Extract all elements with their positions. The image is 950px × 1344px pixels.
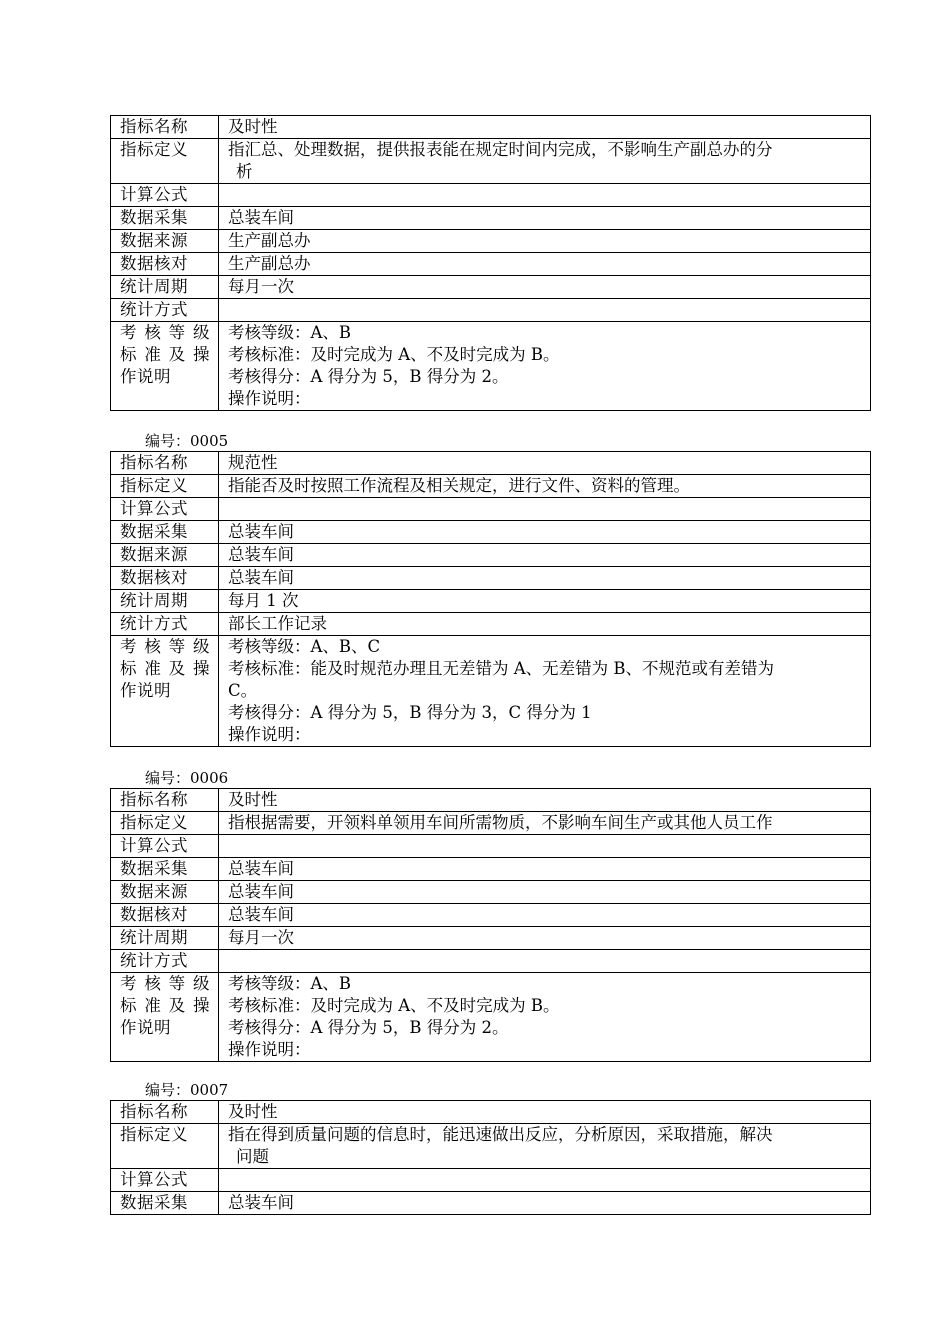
- value-line: 考核等级：A、B、C: [228, 637, 381, 656]
- table-row: [111, 950, 871, 973]
- label-line: 考核等级: [120, 637, 210, 656]
- row-value: [219, 253, 871, 276]
- table-row: [111, 613, 871, 636]
- table-row: [111, 835, 871, 858]
- table-row: [111, 116, 871, 139]
- value-line: 总装车间: [228, 568, 294, 587]
- value-line: 总装车间: [228, 905, 294, 924]
- table-row-assessment: [111, 973, 871, 1062]
- value-line: 指汇总、处理数据，提供报表能在规定时间内完成，不影响生产副总办的分: [228, 140, 773, 159]
- row-label: 数据采集: [111, 207, 219, 230]
- table-row: [111, 904, 871, 927]
- row-value: [219, 184, 871, 207]
- table-row: [111, 881, 871, 904]
- row-label: 指标名称: [111, 452, 219, 475]
- value-line: 总装车间: [228, 882, 294, 901]
- value-line: 操作说明：: [228, 389, 311, 408]
- table-row: [111, 276, 871, 299]
- value-line: 考核等级：A、B: [228, 323, 352, 342]
- value-line: 及时性: [228, 790, 278, 809]
- row-label: 计算公式: [111, 1169, 219, 1192]
- row-label: 计算公式: [111, 498, 219, 521]
- table-row: [111, 812, 871, 835]
- value-line: 考核得分：A 得分为 5，B 得分为 2。: [228, 1018, 509, 1037]
- indicator-code: 编号：0006: [145, 769, 229, 787]
- value-line: C。: [228, 681, 258, 700]
- value-line: 考核等级：A、B: [228, 974, 352, 993]
- row-value: [219, 544, 871, 567]
- row-value: [219, 207, 871, 230]
- value-line: 考核标准：及时完成为 A、不及时完成为 B。: [228, 996, 560, 1015]
- value-line: 考核标准：及时完成为 A、不及时完成为 B。: [228, 345, 560, 364]
- row-label: 数据来源: [111, 881, 219, 904]
- assessment-value: [219, 973, 871, 1062]
- value-line: 总装车间: [228, 1193, 294, 1212]
- indicator-code: 编号：0007: [145, 1081, 229, 1099]
- table-row: [111, 498, 871, 521]
- row-value: [219, 139, 871, 184]
- row-label: 指标定义: [111, 1124, 219, 1169]
- label-line: 作说明: [120, 1018, 171, 1037]
- value-line: 考核标准：能及时规范办理且无差错为 A、无差错为 B、不规范或有差错为: [228, 659, 775, 678]
- row-value: [219, 452, 871, 475]
- value-line: 每月 1 次: [228, 591, 299, 610]
- table-row: [111, 139, 871, 184]
- row-label: 指标定义: [111, 812, 219, 835]
- row-value: [219, 1124, 871, 1169]
- row-value: [219, 858, 871, 881]
- value-line: 考核得分：A 得分为 5，B 得分为 3，C 得分为 1: [228, 703, 592, 722]
- table-row: [111, 590, 871, 613]
- table-row: [111, 452, 871, 475]
- table-row: [111, 567, 871, 590]
- value-line: [228, 498, 864, 520]
- row-value: [219, 276, 871, 299]
- indicator-table-block-4: [110, 1100, 871, 1215]
- table-row: [111, 299, 871, 322]
- row-value: [219, 904, 871, 927]
- value-line: 指根据需要，开领料单领用车间所需物质，不影响车间生产或其他人员工作: [228, 813, 773, 832]
- table-row: [111, 475, 871, 498]
- row-value: [219, 299, 871, 322]
- row-label: 统计周期: [111, 276, 219, 299]
- table-row: [111, 230, 871, 253]
- value-line: 部长工作记录: [228, 614, 327, 633]
- row-value: [219, 521, 871, 544]
- value-line: 指在得到质量问题的信息时，能迅速做出反应，分析原因，采取措施，解决: [228, 1125, 773, 1144]
- value-line: 问题: [236, 1147, 269, 1166]
- indicator-table: [110, 1100, 871, 1215]
- table-row: [111, 858, 871, 881]
- row-label: 统计方式: [111, 299, 219, 322]
- value-line: [228, 184, 864, 206]
- value-line: [228, 835, 864, 857]
- assessment-label: [111, 322, 219, 411]
- value-line: 生产副总办: [228, 254, 311, 273]
- value-line: 考核得分：A 得分为 5，B 得分为 2。: [228, 367, 509, 386]
- row-label: 数据核对: [111, 253, 219, 276]
- table-row: [111, 927, 871, 950]
- row-value: [219, 613, 871, 636]
- row-label: 指标名称: [111, 1101, 219, 1124]
- indicator-table: [110, 115, 871, 411]
- row-value: [219, 1169, 871, 1192]
- row-value: [219, 812, 871, 835]
- value-line: 每月一次: [228, 277, 294, 296]
- indicator-table: [110, 451, 871, 747]
- row-label: 指标名称: [111, 116, 219, 139]
- row-value: [219, 116, 871, 139]
- row-label: 计算公式: [111, 184, 219, 207]
- row-value: [219, 950, 871, 973]
- indicator-table: [110, 788, 871, 1062]
- table-row: [111, 253, 871, 276]
- row-label: 数据采集: [111, 521, 219, 544]
- assessment-label: [111, 636, 219, 747]
- row-label: 统计方式: [111, 950, 219, 973]
- row-value: [219, 590, 871, 613]
- indicator-table-block-2: [110, 451, 871, 747]
- row-value: [219, 881, 871, 904]
- value-line: [228, 950, 864, 972]
- value-line: 总装车间: [228, 545, 294, 564]
- row-value: [219, 789, 871, 812]
- row-label: 统计方式: [111, 613, 219, 636]
- table-row: [111, 1101, 871, 1124]
- label-line: 标准及操: [120, 659, 210, 678]
- row-label: 指标名称: [111, 789, 219, 812]
- row-label: 数据核对: [111, 567, 219, 590]
- label-line: 标准及操: [120, 345, 210, 364]
- indicator-table-block-3: [110, 788, 871, 1062]
- value-line: 每月一次: [228, 928, 294, 947]
- row-label: 数据采集: [111, 1192, 219, 1215]
- value-line: 操作说明：: [228, 725, 311, 744]
- label-line: 考核等级: [120, 323, 210, 342]
- row-label: 数据来源: [111, 544, 219, 567]
- value-line: 生产副总办: [228, 231, 311, 250]
- table-row: [111, 1192, 871, 1215]
- row-label: 统计周期: [111, 590, 219, 613]
- row-value: [219, 835, 871, 858]
- assessment-value: [219, 322, 871, 411]
- label-line: 考核等级: [120, 974, 210, 993]
- row-value: [219, 1192, 871, 1215]
- table-row-assessment: [111, 322, 871, 411]
- row-value: [219, 567, 871, 590]
- value-line: 及时性: [228, 117, 278, 136]
- label-line: 作说明: [120, 367, 171, 386]
- table-row: [111, 1124, 871, 1169]
- row-value: [219, 498, 871, 521]
- row-value: [219, 1101, 871, 1124]
- value-line: 规范性: [228, 453, 278, 472]
- value-line: 总装车间: [228, 522, 294, 541]
- table-row-assessment: [111, 636, 871, 747]
- value-line: 指能否及时按照工作流程及相关规定，进行文件、资料的管理。: [228, 476, 690, 495]
- row-value: [219, 475, 871, 498]
- assessment-value: [219, 636, 871, 747]
- assessment-label: [111, 973, 219, 1062]
- value-line: 操作说明：: [228, 1040, 311, 1059]
- table-row: [111, 1169, 871, 1192]
- value-line: 及时性: [228, 1102, 278, 1121]
- table-row: [111, 544, 871, 567]
- row-value: [219, 927, 871, 950]
- table-row: [111, 207, 871, 230]
- row-label: 统计周期: [111, 927, 219, 950]
- label-line: 作说明: [120, 681, 171, 700]
- value-line: 总装车间: [228, 859, 294, 878]
- value-line: 析: [236, 162, 253, 181]
- indicator-code: 编号：0005: [145, 432, 229, 450]
- value-line: [228, 1169, 864, 1191]
- label-line: 标准及操: [120, 996, 210, 1015]
- row-label: 计算公式: [111, 835, 219, 858]
- indicator-table-block-1: [110, 115, 871, 411]
- row-value: [219, 230, 871, 253]
- row-label: 数据采集: [111, 858, 219, 881]
- table-row: [111, 184, 871, 207]
- row-label: 数据核对: [111, 904, 219, 927]
- row-label: 数据来源: [111, 230, 219, 253]
- value-line: [228, 299, 864, 321]
- row-label: 指标定义: [111, 139, 219, 184]
- table-row: [111, 521, 871, 544]
- table-row: [111, 789, 871, 812]
- row-label: 指标定义: [111, 475, 219, 498]
- value-line: 总装车间: [228, 208, 294, 227]
